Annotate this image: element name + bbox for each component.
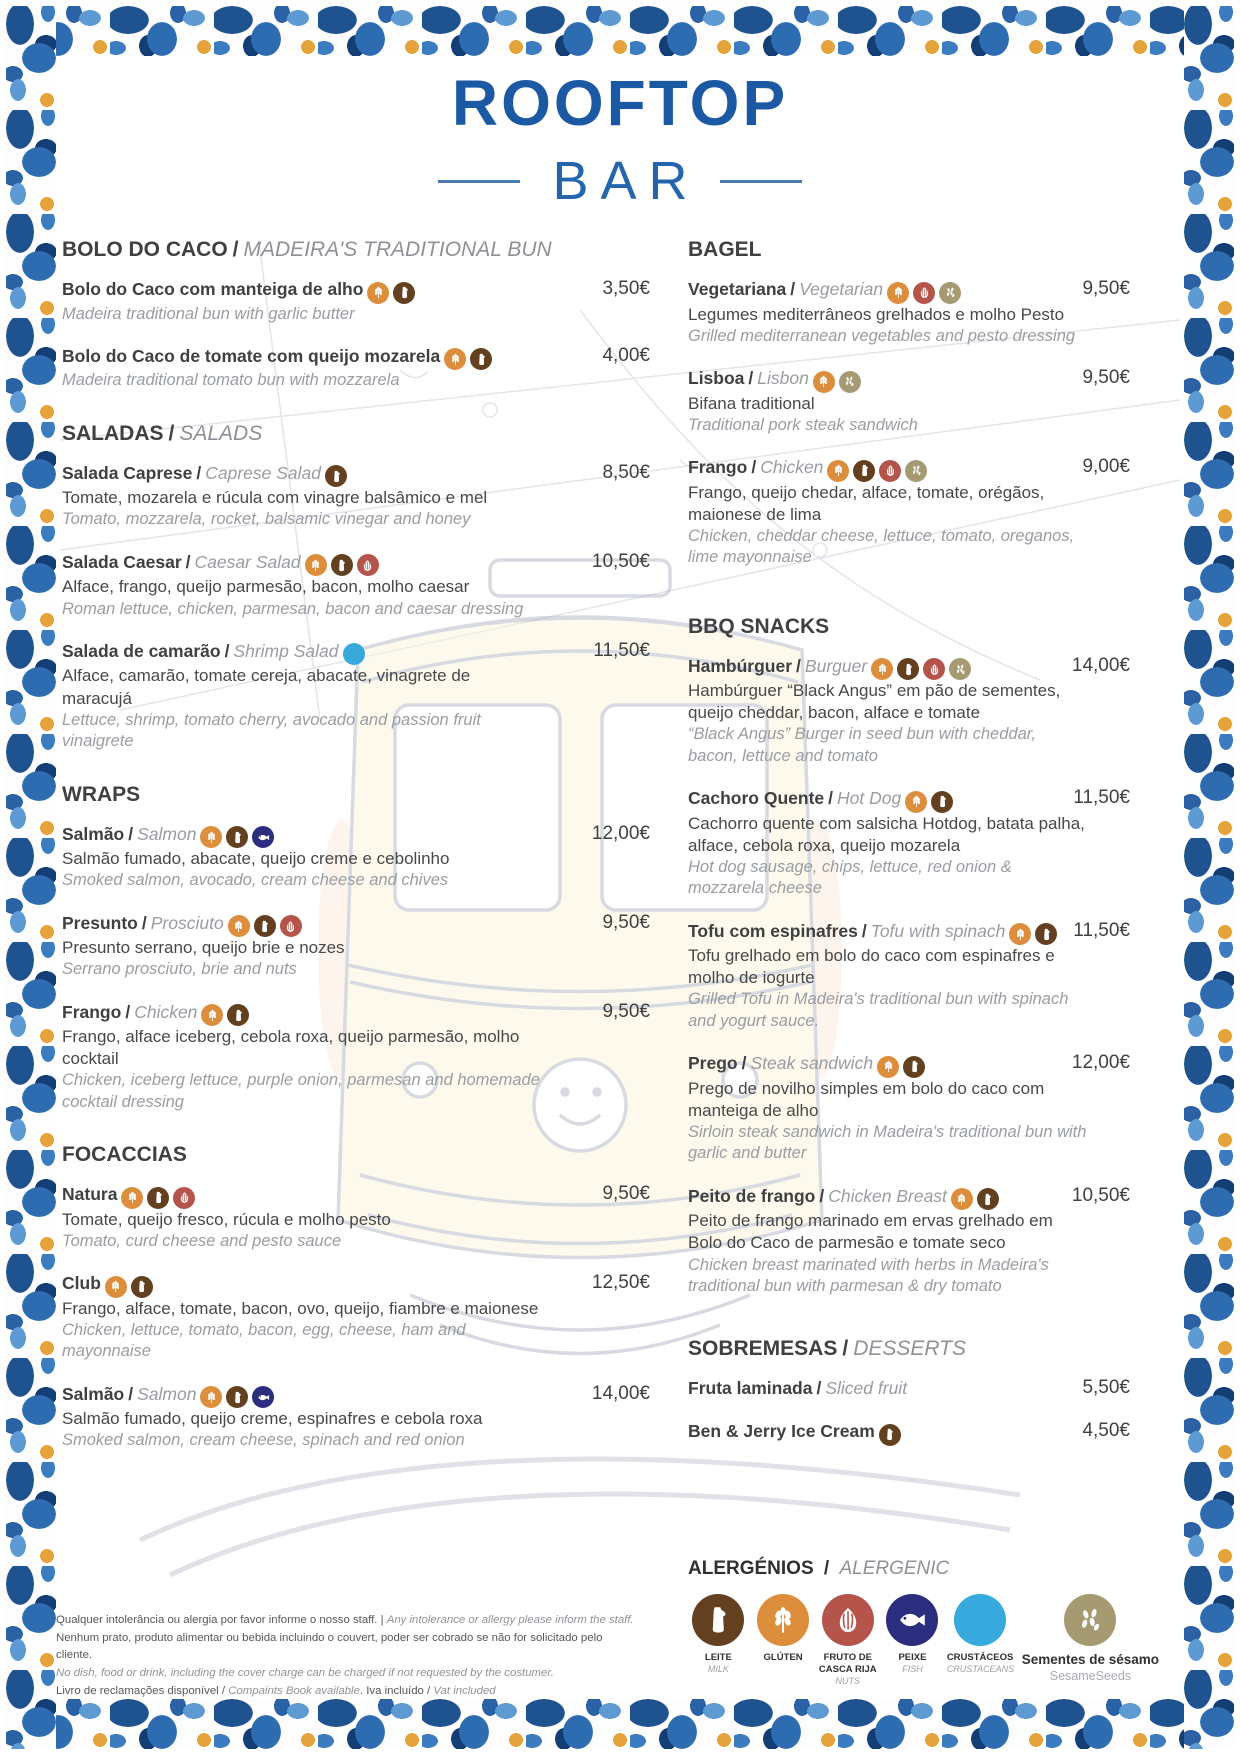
item-desc-pt: Frango, alface iceberg, cebola roxa, queijo parmesão, molho cocktail [62, 1027, 520, 1069]
legend-label-pt: CRUSTÁCEOS [946, 1652, 1014, 1663]
milk-icon [931, 791, 953, 813]
item-desc-pt: Frango, queijo chedar, alface, tomate, orégãos, maionese de lima [688, 482, 1045, 524]
legend-label-en: SesameSeeds [1049, 1668, 1132, 1683]
item-name-separator: / [816, 1378, 822, 1399]
section-title-pt: BOLO DO CACO [62, 238, 228, 261]
item-name-en: Chicken [760, 457, 824, 478]
item-desc-en: Hot dog sausage, chips, lettuce, red onion & mozzarela cheese [688, 857, 1012, 898]
menu-item [62, 345, 650, 392]
section-sobremesas [688, 1337, 1130, 1445]
sesame-icon [949, 658, 971, 680]
fish-icon [886, 1594, 938, 1646]
item-desc-pt: Tomate, mozarela e rúcula com vinagre balsâmico e mel [62, 488, 488, 508]
footnote-line [56, 1665, 636, 1683]
section-title [62, 783, 650, 807]
legend-item-sesame [1017, 1594, 1164, 1683]
item-desc-en: Madeira traditional bun with garlic butter [62, 304, 355, 323]
item-desc-pt: Cachorro quente com salsicha Hotdog, batata palha, alface, cebola roxa, queijo mozarela [688, 813, 1085, 855]
tile-border-top [6, 6, 1234, 56]
menu-item [688, 456, 1130, 569]
item-name [688, 787, 1063, 813]
allergen-legend [688, 1558, 1168, 1686]
menu-item [688, 278, 1130, 347]
item-name-en: Hot Dog [837, 788, 902, 809]
item-name-separator: / [790, 279, 796, 299]
legend-label-en: CRUSTACEANS [946, 1663, 1015, 1674]
section-title-pt: BAGEL [688, 238, 762, 261]
milk-icon [393, 282, 415, 304]
item-desc-pt: Legumes mediterrâneos grelhados e molho Pesto [688, 304, 1065, 324]
footnote-text: Any intolerance or allergy please inform the staff. [386, 1614, 634, 1626]
milk-icon [226, 1386, 248, 1408]
menu-item [62, 551, 650, 620]
item-desc-en: Smoked salmon, avocado, cream cheese and chives [62, 871, 449, 890]
item-name-separator: / [185, 551, 191, 572]
section-bagel [688, 238, 1130, 569]
menu-item [62, 1183, 650, 1252]
gluten-icon [905, 791, 927, 813]
milk-icon [977, 1188, 999, 1210]
section-title-separator: / [842, 1337, 849, 1361]
gluten-icon [951, 1188, 973, 1210]
gluten-icon [105, 1276, 127, 1298]
gluten-icon [121, 1187, 143, 1209]
milk-icon [853, 460, 875, 482]
item-name-en: Caprese Salad [205, 462, 322, 483]
item-price: 9,50€ [1082, 367, 1130, 389]
item-price: 5,50€ [1082, 1377, 1130, 1399]
item-name-separator: / [196, 462, 202, 483]
menu-item [62, 640, 650, 753]
item-name-en: Chicken Breast [828, 1185, 947, 1206]
menu-item [688, 1377, 1130, 1400]
milk-icon [227, 1004, 249, 1026]
item-price: 12,00€ [1071, 1052, 1130, 1074]
item-name [62, 912, 592, 938]
milk-icon [147, 1187, 169, 1209]
section-title [62, 238, 650, 262]
item-name-pt: Salmão [62, 823, 125, 844]
item-price: 9,50€ [1082, 278, 1130, 299]
crustaceans-icon [343, 643, 365, 665]
legend-item-milk [688, 1594, 749, 1674]
footnote-text: Nenhum prato, produto alimentar ou bebida incluindo o couvert, poder ser cobrado se não for solicitado pelo cliente. [56, 1631, 603, 1662]
item-price: 4,50€ [1082, 1420, 1130, 1442]
item-price: 12,50€ [591, 1272, 650, 1294]
nuts-icon [923, 658, 945, 680]
section-title-pt: SALADAS [62, 421, 164, 445]
section-title [62, 1143, 650, 1167]
item-desc-en: “Black Angus” Burger in seed bun with cheddar, bacon, lettuce and tomato [688, 725, 1036, 765]
item-name-en: Steak sandwich [750, 1053, 874, 1074]
item-desc-en: Chicken, cheddar cheese, lettuce, tomato, oreganos, lime mayonnaise [688, 526, 1075, 567]
milk-icon [897, 658, 919, 680]
item-name-pt: Peito de frango [688, 1185, 816, 1206]
footnote-line [56, 1612, 636, 1630]
item-name-en: Vegetarian [799, 279, 884, 299]
section-bbq-snacks [688, 615, 1130, 1298]
section-title [688, 1337, 1130, 1361]
menu-item [688, 367, 1130, 436]
fish-icon [252, 1386, 274, 1408]
item-desc-pt: Alface, camarão, tomate cereja, abacate, vinagrete de maracujá [62, 666, 471, 708]
menu-item [688, 920, 1130, 1033]
item-name [688, 1052, 1062, 1078]
item-name-pt: Salada de camarão [62, 640, 221, 661]
gluten-icon [887, 282, 909, 304]
legend-title [688, 1558, 1168, 1580]
item-price: 8,50€ [602, 461, 650, 483]
item-desc-en: Chicken, lettuce, tomato, bacon, egg, cheese, ham and mayonnaise [62, 1320, 466, 1361]
gluten-icon [827, 460, 849, 482]
item-name-separator: / [796, 655, 801, 676]
item-name-en: Chicken [134, 1001, 198, 1022]
item-desc-en: Lettuce, shrimp, tomato cherry, avocado and passion fruit vinaigrete [62, 710, 481, 751]
item-desc-en: Roman lettuce, chicken, parmesan, bacon and caesar dressing [62, 599, 524, 618]
gluten-icon [877, 1056, 899, 1078]
footnote-text: Qualquer intolerância ou alergia por favor informe o nosso staff. | [56, 1614, 387, 1626]
milk-icon [1035, 923, 1057, 945]
item-desc-en: Traditional pork steak sandwich [688, 415, 918, 434]
tile-border-bottom [6, 1699, 1234, 1749]
item-price: 9,50€ [602, 1183, 650, 1205]
fish-icon [252, 826, 274, 848]
item-name-separator: / [741, 1053, 747, 1074]
legend-label-pt: FRUTO DE CASCA RIJA [818, 1652, 877, 1675]
item-name-separator: / [125, 1001, 131, 1022]
footnote-text: No dish, food or drink, including the cover charge can be charged if not requested by the costumer. [56, 1667, 554, 1680]
item-price: 11,50€ [593, 639, 650, 661]
menu-item [62, 1001, 650, 1114]
gluten-icon [871, 658, 893, 680]
item-name-en: Prosciuto [150, 912, 224, 933]
item-name [62, 345, 592, 371]
item-name-pt: Tofu com espinafres [688, 920, 858, 941]
item-price: 3,50€ [602, 278, 650, 299]
menu-item [62, 278, 650, 325]
legend-title-pt: ALERGÉNIOS [688, 1558, 814, 1579]
item-name-en: Caesar Salad [194, 551, 301, 572]
gluten-icon [813, 371, 835, 393]
item-desc-en: Grilled Tofu in Madeira's traditional bun with spinach and yogurt sauce. [688, 990, 1069, 1030]
section-focaccias [62, 1143, 650, 1452]
nuts-icon [913, 282, 935, 304]
gluten-icon [305, 554, 327, 576]
milk-icon [226, 826, 248, 848]
section-title-en: DESSERTS [853, 1337, 967, 1361]
milk-icon [692, 1594, 744, 1646]
menu-item [688, 787, 1130, 900]
legend-title-en: ALERGENIC [839, 1558, 950, 1579]
item-name [688, 1377, 1072, 1400]
item-name-separator: / [861, 920, 867, 941]
item-name-pt: Salmão [62, 1383, 125, 1404]
gluten-icon [200, 1386, 222, 1408]
section-title-pt: SOBREMESAS [688, 1337, 838, 1361]
menu-item [62, 462, 650, 531]
section-title-en: SALADS [179, 421, 263, 445]
item-name-pt: Presunto [62, 912, 138, 933]
legend-item-fish [882, 1594, 943, 1674]
sesame-icon [939, 282, 961, 304]
item-name-separator: / [128, 823, 134, 844]
item-name-pt: Prego [688, 1053, 738, 1074]
item-name-separator: / [128, 1383, 134, 1404]
item-name-separator: / [141, 912, 147, 933]
gluten-icon [367, 282, 389, 304]
item-name [688, 1185, 1062, 1211]
item-name-separator: / [224, 640, 230, 661]
item-name [688, 1420, 1072, 1446]
item-name-en: Tofu with spinach [870, 920, 1006, 941]
section-wraps [62, 783, 650, 1114]
crustaceans-icon [954, 1594, 1006, 1646]
item-price: 9,50€ [602, 911, 650, 933]
gluten-icon [757, 1594, 809, 1646]
item-name-pt: Fruta laminada [688, 1378, 813, 1399]
menu-title [0, 66, 1240, 212]
item-desc-en: Grilled mediterranean vegetables and pesto dressing [688, 326, 1076, 345]
menu-item [688, 655, 1130, 768]
milk-icon [331, 554, 353, 576]
item-name-separator: / [751, 457, 757, 478]
section-title-separator: / [168, 421, 175, 445]
footnote-text: . Iva incluído / [359, 1684, 434, 1697]
item-name-en: Shrimp Salad [233, 640, 339, 661]
item-name-pt: Ben & Jerry Ice Cream [688, 1421, 875, 1442]
menu-item [688, 1052, 1130, 1165]
item-desc-pt: Bifana traditional [688, 393, 815, 413]
item-name-en: Salmon [137, 1383, 197, 1404]
item-desc-pt: Prego de novilho simples em bolo do caco com manteiga de alho [688, 1078, 1045, 1120]
menu-item [62, 912, 650, 981]
footnote-line [56, 1630, 636, 1665]
item-name [62, 278, 592, 304]
item-name-separator: / [828, 788, 834, 809]
section-title-pt: WRAPS [62, 782, 141, 806]
gluten-icon [201, 1004, 223, 1026]
nuts-icon [879, 460, 901, 482]
item-desc-en: Chicken, iceberg lettuce, purple onion, parmesan and homemade cocktail dressing [62, 1071, 540, 1111]
item-price: 12,00€ [591, 822, 650, 844]
section-title [62, 422, 650, 446]
item-name [688, 655, 1062, 681]
item-name-separator: / [819, 1185, 825, 1206]
footnote-text: Livro de reclamações disponível / [56, 1684, 229, 1697]
sesame-icon [905, 460, 927, 482]
section-title-separator: / [232, 238, 239, 261]
tile-border-left [6, 6, 56, 1749]
item-desc-en: Sirloin steak sandwich in Madeira's traditional bun with garlic and butter [688, 1123, 1087, 1163]
milk-icon [903, 1056, 925, 1078]
footnote-text: Compaints Book available [228, 1684, 360, 1697]
column-left [62, 238, 650, 1472]
nuts-icon [280, 915, 302, 937]
item-name [688, 456, 1072, 482]
item-price: 9,50€ [602, 1000, 650, 1022]
item-desc-en: Serrano prosciuto, brie and nuts [62, 960, 297, 979]
title-main: ROOFTOP [451, 67, 789, 139]
milk-icon [254, 915, 276, 937]
item-name [62, 1272, 582, 1298]
item-name-pt: Bolo do Caco com manteiga de alho [62, 279, 364, 299]
section-title-en: MADEIRA'S TRADITIONAL BUN [243, 238, 552, 261]
section-bolo-do-caco [62, 238, 650, 392]
gluten-icon [1009, 923, 1031, 945]
nuts-icon [173, 1187, 195, 1209]
milk-icon [131, 1276, 153, 1298]
sesame-icon [1064, 1594, 1116, 1646]
menu-item [688, 1185, 1130, 1298]
item-desc-pt: Tomate, queijo fresco, rúcula e molho pesto [62, 1209, 391, 1229]
gluten-icon [228, 915, 250, 937]
item-name [688, 367, 1072, 393]
item-name-pt: Frango [62, 1001, 122, 1022]
item-desc-pt: Alface, frango, queijo parmesão, bacon, molho caesar [62, 577, 470, 597]
item-desc-pt: Frango, alface, tomate, bacon, ovo, queijo, fiambre e maionese [62, 1298, 539, 1318]
item-name-en: Burguer [804, 655, 868, 676]
item-price: 4,00€ [602, 344, 650, 366]
item-name-en: Salmon [137, 823, 197, 844]
item-price: 11,50€ [1073, 787, 1130, 809]
section-title-pt: BBQ SNACKS [688, 614, 830, 638]
menu-item [62, 823, 650, 892]
footnote [56, 1612, 636, 1700]
tile-border-right [1184, 6, 1234, 1749]
legend-label-en: FISH [902, 1663, 923, 1674]
item-desc-en: Smoked salmon, cream cheese, spinach and red onion [62, 1431, 465, 1450]
item-name-separator: / [748, 368, 754, 389]
section-saladas [62, 422, 650, 753]
menu-item [688, 1420, 1130, 1446]
milk-icon [325, 465, 347, 487]
title-sub: BAR [552, 151, 700, 211]
item-name [62, 462, 592, 488]
legend-label-pt: GLÚTEN [763, 1652, 803, 1663]
section-title [688, 238, 1130, 262]
menu-item [62, 1272, 650, 1362]
item-name [62, 823, 582, 849]
item-price: 11,50€ [1073, 919, 1130, 941]
item-name-pt: Salada Caesar [62, 551, 182, 572]
footnote-line [56, 1683, 636, 1701]
column-right [688, 238, 1130, 1466]
item-name-en: Sliced fruit [825, 1378, 908, 1399]
item-price: 10,50€ [591, 550, 650, 572]
item-name-pt: Vegetariana [688, 279, 787, 299]
section-title [688, 615, 1130, 639]
item-desc-pt: Tofu grelhado em bolo do caco com espinafres e molho de iogurte [688, 946, 1055, 988]
legend-label-pt: LEITE [704, 1652, 732, 1663]
item-name [688, 920, 1063, 946]
item-desc-pt: Peito de frango marinado em ervas grelhado em Bolo do Caco de parmesão e tomate seco [688, 1211, 1053, 1253]
item-name [62, 1383, 582, 1409]
item-name-pt: Bolo do Caco de tomate com queijo mozarela [62, 345, 441, 366]
item-price: 10,50€ [1071, 1184, 1130, 1206]
legend-label-en: MILK [707, 1663, 729, 1674]
item-name-pt: Lisboa [688, 368, 745, 389]
item-name [62, 1001, 592, 1027]
legend-item-gluten [753, 1594, 814, 1664]
item-desc-en: Madeira traditional tomato bun with mozzarela [62, 371, 400, 390]
item-name-pt: Frango [688, 457, 748, 478]
item-desc-en: Chicken breast marinated with herbs in Madeira's traditional bun with parmesan & dry tomato [688, 1255, 1049, 1295]
section-title-pt: FOCACCIAS [62, 1143, 187, 1167]
gluten-icon [200, 826, 222, 848]
legend-label-pt: PEIXE [898, 1652, 927, 1663]
milk-icon [470, 348, 492, 370]
item-desc-pt: Salmão fumado, queijo creme, espinafres e cebola roxa [62, 1409, 483, 1429]
item-name [62, 1183, 592, 1209]
sesame-icon [839, 371, 861, 393]
item-price: 14,00€ [591, 1382, 650, 1404]
gluten-icon [444, 348, 466, 370]
item-name-pt: Cachoro Quente [688, 788, 825, 809]
item-name-pt: Hambúrguer [688, 655, 793, 676]
legend-label-pt: Sementes de sésamo [1021, 1652, 1160, 1667]
item-price: 14,00€ [1071, 654, 1130, 676]
item-desc-pt: Hambúrguer “Black Angus” em pão de sementes, queijo cheddar, bacon, alface e tomate [688, 681, 1061, 723]
item-name-en: Lisbon [757, 368, 809, 389]
item-name [688, 278, 1072, 304]
legend-label-en: NUTS [835, 1675, 860, 1686]
item-price: 9,00€ [1082, 456, 1130, 478]
item-desc-en: Tomato, mozzarela, rocket, balsamic vinegar and honey [62, 510, 471, 529]
legend-item-crustaceans [947, 1594, 1013, 1674]
legend-title-separator: / [823, 1558, 830, 1579]
item-name-pt: Salada Caprese [62, 462, 193, 483]
menu-item [62, 1383, 650, 1452]
footnote-text: Vat included [433, 1684, 496, 1697]
item-desc-pt: Presunto serrano, queijo brie e nozes [62, 938, 345, 958]
legend-row [688, 1594, 1168, 1686]
item-name [62, 551, 582, 577]
nuts-icon [822, 1594, 874, 1646]
item-name-pt: Club [62, 1273, 101, 1294]
legend-item-nuts [817, 1594, 878, 1686]
item-desc-pt: Salmão fumado, abacate, queijo creme e cebolinho [62, 849, 450, 868]
title-rule-right [720, 180, 802, 183]
item-name [62, 640, 583, 666]
item-name-pt: Natura [62, 1184, 118, 1205]
nuts-icon [357, 554, 379, 576]
milk-icon [879, 1424, 901, 1446]
title-rule-left [438, 180, 520, 183]
item-desc-en: Tomato, curd cheese and pesto sauce [62, 1231, 342, 1250]
